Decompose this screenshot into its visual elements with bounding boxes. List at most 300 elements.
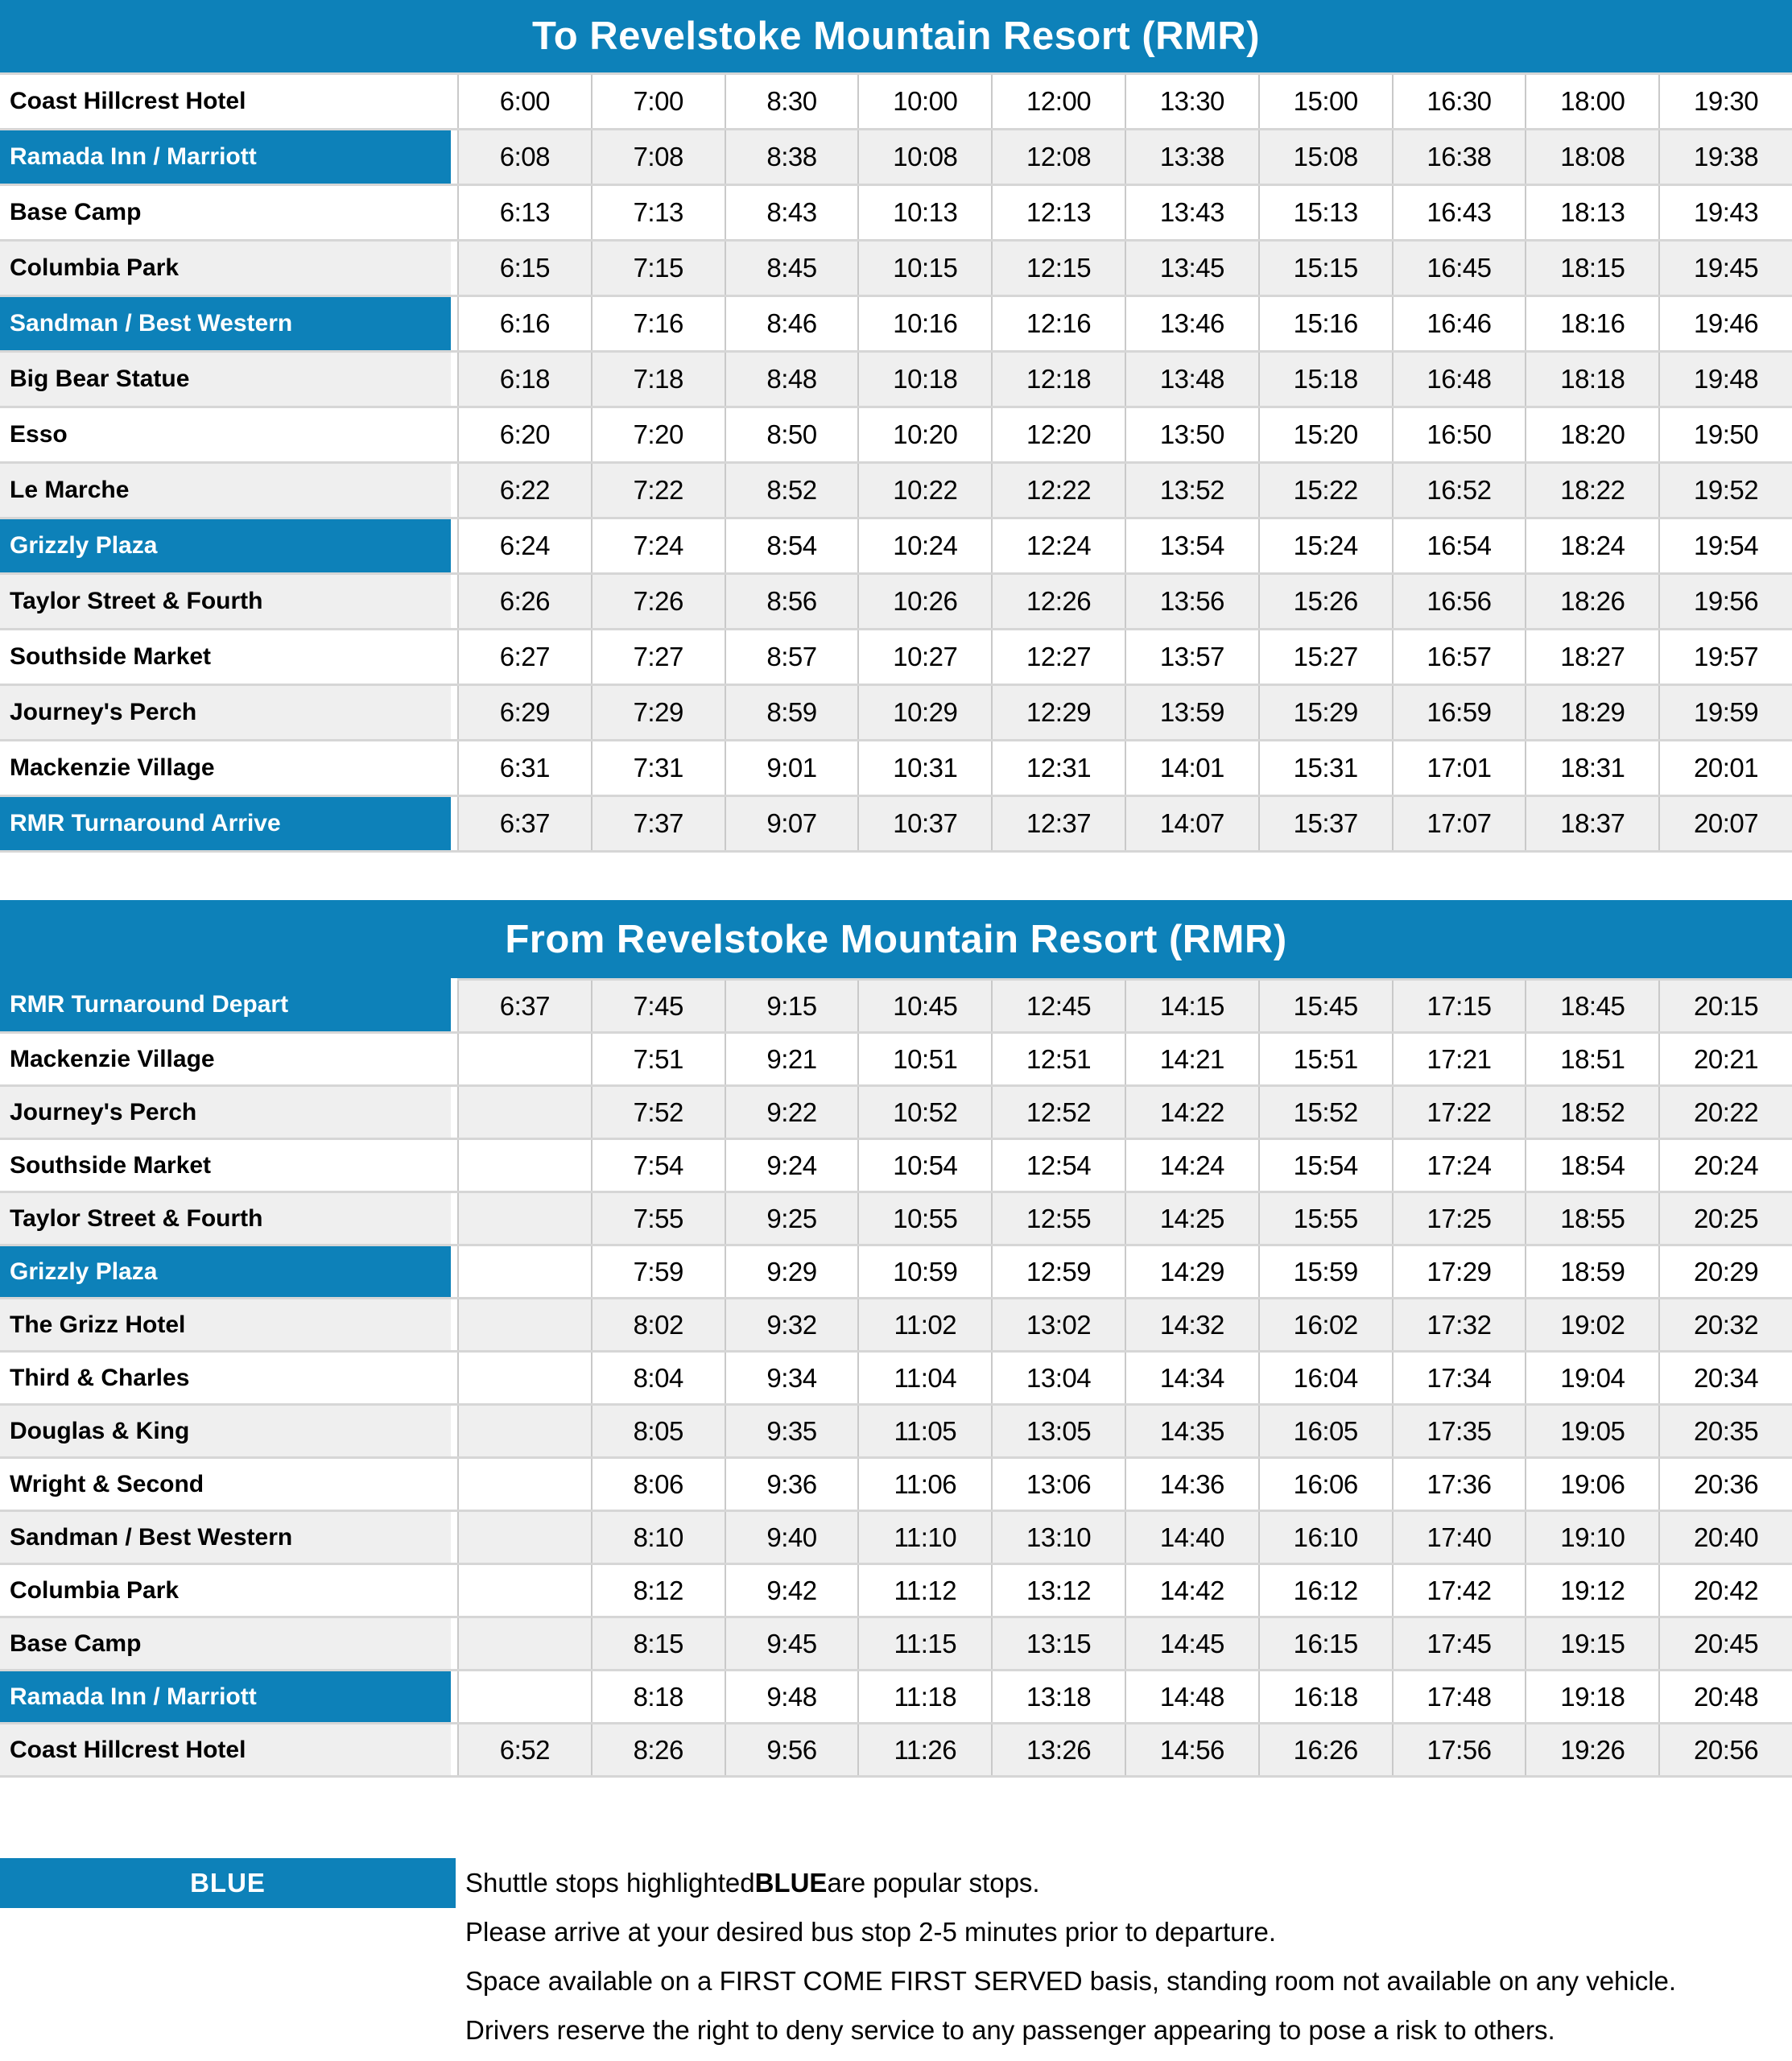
time-cell: 14:36	[1125, 1459, 1258, 1510]
stop-name: Southside Market	[0, 630, 451, 684]
timetable-row	[0, 1510, 1792, 1563]
time-cell: 18:16	[1525, 297, 1658, 350]
time-cell: 20:29	[1658, 1246, 1792, 1297]
time-cell: 8:18	[591, 1671, 725, 1722]
time-cell: 8:48	[725, 353, 858, 406]
stop-name: Mackenzie Village	[0, 741, 451, 795]
stop-times	[457, 1512, 1792, 1563]
time-cell: 18:27	[1525, 630, 1658, 684]
time-cell: 17:35	[1392, 1406, 1526, 1456]
time-cell: 20:48	[1658, 1671, 1792, 1722]
time-cell: 8:26	[591, 1724, 725, 1775]
time-cell: 6:16	[457, 297, 591, 350]
time-cell: 18:22	[1525, 464, 1658, 517]
time-cell: 19:10	[1525, 1512, 1658, 1563]
timetable-row	[0, 1244, 1792, 1297]
time-cell: 15:45	[1258, 981, 1392, 1031]
time-cell	[457, 1565, 591, 1616]
time-cell: 16:10	[1258, 1512, 1392, 1563]
time-cell: 8:05	[591, 1406, 725, 1456]
time-cell: 13:02	[991, 1299, 1125, 1350]
legend-text: Please arrive at your desired bus stop 2-5 minutes prior to departure.	[465, 1916, 1277, 1947]
time-cell	[457, 1512, 591, 1563]
time-cell: 12:20	[991, 408, 1125, 461]
timetable-row	[0, 684, 1792, 739]
timetable-row	[0, 1669, 1792, 1722]
timetable-row	[0, 239, 1792, 295]
legend-text: Drivers reserve the right to deny service to any passenger appearing to pose a risk to others.	[465, 2014, 1555, 2045]
stop-name: Ramada Inn / Marriott	[0, 130, 451, 184]
time-cell: 20:25	[1658, 1193, 1792, 1244]
time-cell: 17:22	[1392, 1087, 1526, 1138]
time-cell: 6:37	[457, 797, 591, 850]
timetable-row	[0, 1191, 1792, 1244]
time-cell: 14:35	[1125, 1406, 1258, 1456]
time-cell: 7:20	[591, 408, 725, 461]
time-cell: 14:25	[1125, 1193, 1258, 1244]
time-cell: 10:18	[857, 353, 991, 406]
time-cell: 16:46	[1392, 297, 1526, 350]
time-cell: 18:00	[1525, 75, 1658, 128]
time-cell: 8:30	[725, 75, 858, 128]
time-cell: 18:13	[1525, 186, 1658, 239]
time-cell: 10:16	[857, 297, 991, 350]
time-cell	[457, 1671, 591, 1722]
time-cell: 10:52	[857, 1087, 991, 1138]
time-cell: 13:56	[1125, 575, 1258, 628]
time-cell: 8:10	[591, 1512, 725, 1563]
stop-times	[457, 978, 1792, 1031]
time-cell: 17:45	[1392, 1618, 1526, 1669]
time-cell: 17:07	[1392, 797, 1526, 850]
time-cell: 7:08	[591, 130, 725, 184]
time-cell: 11:02	[857, 1299, 991, 1350]
time-cell: 19:50	[1658, 408, 1792, 461]
stop-times	[457, 464, 1792, 517]
time-cell: 8:57	[725, 630, 858, 684]
stop-times	[457, 1406, 1792, 1456]
stop-times	[457, 686, 1792, 739]
timetable-row	[0, 1084, 1792, 1138]
time-cell: 14:22	[1125, 1087, 1258, 1138]
time-cell: 6:20	[457, 408, 591, 461]
stop-name: The Grizz Hotel	[0, 1299, 451, 1350]
time-cell: 14:40	[1125, 1512, 1258, 1563]
time-cell: 11:26	[857, 1724, 991, 1775]
time-cell: 10:51	[857, 1034, 991, 1084]
time-cell: 8:43	[725, 186, 858, 239]
time-cell: 18:20	[1525, 408, 1658, 461]
time-cell: 9:40	[725, 1512, 858, 1563]
time-cell: 10:27	[857, 630, 991, 684]
time-cell: 20:15	[1658, 981, 1792, 1031]
time-cell: 8:15	[591, 1618, 725, 1669]
time-cell: 9:35	[725, 1406, 858, 1456]
time-cell: 10:54	[857, 1140, 991, 1191]
time-cell: 13:18	[991, 1671, 1125, 1722]
time-cell: 13:43	[1125, 186, 1258, 239]
time-cell: 12:00	[991, 75, 1125, 128]
stop-name: Grizzly Plaza	[0, 1246, 451, 1297]
time-cell: 15:29	[1258, 686, 1392, 739]
time-cell: 12:59	[991, 1246, 1125, 1297]
blue-highlight-badge: BLUE	[0, 1858, 456, 1908]
time-cell: 9:34	[725, 1353, 858, 1403]
time-cell: 10:55	[857, 1193, 991, 1244]
time-cell: 16:56	[1392, 575, 1526, 628]
time-cell: 8:38	[725, 130, 858, 184]
time-cell: 19:15	[1525, 1618, 1658, 1669]
time-cell: 11:15	[857, 1618, 991, 1669]
stop-name: Third & Charles	[0, 1353, 451, 1403]
time-cell: 12:15	[991, 242, 1125, 295]
time-cell: 8:54	[725, 519, 858, 572]
stop-name: Taylor Street & Fourth	[0, 575, 451, 628]
time-cell: 12:37	[991, 797, 1125, 850]
time-cell: 18:54	[1525, 1140, 1658, 1191]
stop-name: Journey's Perch	[0, 686, 451, 739]
time-cell: 13:52	[1125, 464, 1258, 517]
time-cell: 14:07	[1125, 797, 1258, 850]
time-cell: 9:32	[725, 1299, 858, 1350]
time-cell: 15:16	[1258, 297, 1392, 350]
time-cell: 8:50	[725, 408, 858, 461]
time-cell: 15:59	[1258, 1246, 1392, 1297]
time-cell: 15:20	[1258, 408, 1392, 461]
time-cell: 10:59	[857, 1246, 991, 1297]
legend-bold-text: BLUE	[754, 1867, 828, 1898]
time-cell: 18:18	[1525, 353, 1658, 406]
time-cell: 6:37	[457, 981, 591, 1031]
time-cell: 12:16	[991, 297, 1125, 350]
stop-times	[457, 297, 1792, 350]
legend-line	[465, 2005, 1792, 2055]
time-cell: 18:31	[1525, 741, 1658, 795]
time-cell: 8:59	[725, 686, 858, 739]
time-cell: 12:55	[991, 1193, 1125, 1244]
stop-name: Base Camp	[0, 1618, 451, 1669]
timetable-row	[0, 517, 1792, 572]
legend-text: Shuttle stops highlighted	[465, 1867, 755, 1898]
time-cell: 6:31	[457, 741, 591, 795]
time-cell: 6:00	[457, 75, 591, 128]
time-cell: 8:02	[591, 1299, 725, 1350]
time-cell: 19:26	[1525, 1724, 1658, 1775]
time-cell: 20:40	[1658, 1512, 1792, 1563]
time-cell: 8:56	[725, 575, 858, 628]
time-cell: 15:18	[1258, 353, 1392, 406]
timetable-row	[0, 1456, 1792, 1510]
time-cell: 13:48	[1125, 353, 1258, 406]
time-cell: 10:15	[857, 242, 991, 295]
time-cell: 14:32	[1125, 1299, 1258, 1350]
stop-name: Sandman / Best Western	[0, 297, 451, 350]
time-cell: 12:29	[991, 686, 1125, 739]
time-cell: 7:15	[591, 242, 725, 295]
time-cell: 19:12	[1525, 1565, 1658, 1616]
time-cell: 20:36	[1658, 1459, 1792, 1510]
stop-name: Douglas & King	[0, 1406, 451, 1456]
time-cell: 20:21	[1658, 1034, 1792, 1084]
time-cell: 13:06	[991, 1459, 1125, 1510]
time-cell: 6:08	[457, 130, 591, 184]
time-cell: 19:59	[1658, 686, 1792, 739]
time-cell: 19:52	[1658, 464, 1792, 517]
time-cell: 10:29	[857, 686, 991, 739]
stop-times	[457, 186, 1792, 239]
stop-name: Southside Market	[0, 1140, 451, 1191]
time-cell	[457, 1087, 591, 1138]
time-cell: 15:37	[1258, 797, 1392, 850]
time-cell: 17:42	[1392, 1565, 1526, 1616]
time-cell: 19:54	[1658, 519, 1792, 572]
time-cell: 8:04	[591, 1353, 725, 1403]
timetable-row	[0, 1350, 1792, 1403]
time-cell: 16:02	[1258, 1299, 1392, 1350]
time-cell: 9:45	[725, 1618, 858, 1669]
time-cell: 16:26	[1258, 1724, 1392, 1775]
stop-name: Ramada Inn / Marriott	[0, 1671, 451, 1722]
time-cell: 18:52	[1525, 1087, 1658, 1138]
from-rmr-timetable	[0, 900, 1792, 1778]
time-cell: 18:26	[1525, 575, 1658, 628]
timetable-row	[0, 572, 1792, 628]
time-cell: 16:52	[1392, 464, 1526, 517]
time-cell: 17:32	[1392, 1299, 1526, 1350]
time-cell: 7:29	[591, 686, 725, 739]
time-cell: 15:51	[1258, 1034, 1392, 1084]
time-cell: 12:13	[991, 186, 1125, 239]
stop-times	[457, 1724, 1792, 1775]
time-cell: 16:57	[1392, 630, 1526, 684]
stop-times	[457, 1087, 1792, 1138]
time-cell: 7:51	[591, 1034, 725, 1084]
timetable-rows	[0, 72, 1792, 853]
stop-times	[457, 630, 1792, 684]
stop-name: Columbia Park	[0, 1565, 451, 1616]
to-rmr-timetable	[0, 0, 1792, 853]
time-cell: 15:31	[1258, 741, 1392, 795]
stop-name: Big Bear Statue	[0, 353, 451, 406]
time-cell: 18:15	[1525, 242, 1658, 295]
time-cell: 13:59	[1125, 686, 1258, 739]
time-cell: 9:01	[725, 741, 858, 795]
time-cell: 9:56	[725, 1724, 858, 1775]
timetable-row	[0, 350, 1792, 406]
time-cell: 19:18	[1525, 1671, 1658, 1722]
time-cell: 13:10	[991, 1512, 1125, 1563]
time-cell: 18:45	[1525, 981, 1658, 1031]
time-cell: 17:40	[1392, 1512, 1526, 1563]
table-title: From Revelstoke Mountain Resort (RMR)	[0, 900, 1792, 978]
time-cell: 18:29	[1525, 686, 1658, 739]
time-cell: 7:37	[591, 797, 725, 850]
stop-times	[457, 1140, 1792, 1191]
time-cell: 7:54	[591, 1140, 725, 1191]
time-cell: 16:43	[1392, 186, 1526, 239]
time-cell: 19:04	[1525, 1353, 1658, 1403]
stop-times	[457, 1353, 1792, 1403]
stop-name: RMR Turnaround Depart	[0, 978, 451, 1031]
time-cell: 8:06	[591, 1459, 725, 1510]
timetable-rows	[0, 978, 1792, 1778]
timetable-row	[0, 1031, 1792, 1084]
time-cell: 11:05	[857, 1406, 991, 1456]
time-cell: 8:52	[725, 464, 858, 517]
time-cell: 11:06	[857, 1459, 991, 1510]
time-cell: 6:13	[457, 186, 591, 239]
time-cell: 9:24	[725, 1140, 858, 1191]
time-cell: 19:45	[1658, 242, 1792, 295]
timetable-row	[0, 1138, 1792, 1191]
time-cell: 18:37	[1525, 797, 1658, 850]
stop-name: Mackenzie Village	[0, 1034, 451, 1084]
time-cell: 9:22	[725, 1087, 858, 1138]
time-cell: 10:22	[857, 464, 991, 517]
time-cell: 16:15	[1258, 1618, 1392, 1669]
stop-name: Journey's Perch	[0, 1087, 451, 1138]
time-cell: 14:42	[1125, 1565, 1258, 1616]
time-cell: 15:26	[1258, 575, 1392, 628]
stop-times	[457, 1299, 1792, 1350]
stop-name: Coast Hillcrest Hotel	[0, 1724, 451, 1775]
legend-line	[465, 1956, 1792, 2005]
time-cell: 16:45	[1392, 242, 1526, 295]
time-cell: 20:07	[1658, 797, 1792, 850]
time-cell: 15:27	[1258, 630, 1392, 684]
time-cell: 17:48	[1392, 1671, 1526, 1722]
time-cell: 15:54	[1258, 1140, 1392, 1191]
stop-times	[457, 797, 1792, 850]
time-cell: 7:27	[591, 630, 725, 684]
time-cell: 6:29	[457, 686, 591, 739]
time-cell: 7:00	[591, 75, 725, 128]
time-cell	[457, 1140, 591, 1191]
time-cell: 12:27	[991, 630, 1125, 684]
time-cell: 14:01	[1125, 741, 1258, 795]
time-cell: 14:34	[1125, 1353, 1258, 1403]
stop-name: Esso	[0, 408, 451, 461]
timetable-row	[0, 461, 1792, 517]
time-cell: 9:25	[725, 1193, 858, 1244]
time-cell: 14:15	[1125, 981, 1258, 1031]
time-cell: 13:12	[991, 1565, 1125, 1616]
time-cell: 10:37	[857, 797, 991, 850]
time-cell: 16:48	[1392, 353, 1526, 406]
time-cell: 12:52	[991, 1087, 1125, 1138]
time-cell: 10:26	[857, 575, 991, 628]
time-cell: 9:21	[725, 1034, 858, 1084]
time-cell: 7:18	[591, 353, 725, 406]
timetable-row	[0, 1616, 1792, 1669]
time-cell: 9:36	[725, 1459, 858, 1510]
time-cell: 14:21	[1125, 1034, 1258, 1084]
time-cell: 6:52	[457, 1724, 591, 1775]
stop-name: Coast Hillcrest Hotel	[0, 75, 451, 128]
time-cell: 12:08	[991, 130, 1125, 184]
time-cell: 16:05	[1258, 1406, 1392, 1456]
time-cell	[457, 1618, 591, 1669]
time-cell: 12:26	[991, 575, 1125, 628]
stop-times	[457, 1034, 1792, 1084]
time-cell: 16:12	[1258, 1565, 1392, 1616]
timetable-row	[0, 72, 1792, 128]
time-cell: 10:13	[857, 186, 991, 239]
time-cell: 19:48	[1658, 353, 1792, 406]
time-cell: 20:24	[1658, 1140, 1792, 1191]
time-cell: 12:45	[991, 981, 1125, 1031]
timetable-row	[0, 1722, 1792, 1775]
time-cell: 17:01	[1392, 741, 1526, 795]
table-title: To Revelstoke Mountain Resort (RMR)	[0, 0, 1792, 72]
time-cell: 15:00	[1258, 75, 1392, 128]
timetable-row	[0, 628, 1792, 684]
time-cell: 8:46	[725, 297, 858, 350]
time-cell: 7:31	[591, 741, 725, 795]
time-cell: 7:59	[591, 1246, 725, 1297]
time-cell: 12:51	[991, 1034, 1125, 1084]
time-cell: 19:02	[1525, 1299, 1658, 1350]
time-cell: 7:55	[591, 1193, 725, 1244]
time-cell: 18:51	[1525, 1034, 1658, 1084]
time-cell: 7:45	[591, 981, 725, 1031]
legend-notes	[465, 1858, 1792, 2055]
time-cell: 16:50	[1392, 408, 1526, 461]
time-cell: 20:42	[1658, 1565, 1792, 1616]
time-cell: 14:56	[1125, 1724, 1258, 1775]
timetable-row	[0, 184, 1792, 239]
time-cell: 11:10	[857, 1512, 991, 1563]
time-cell: 10:31	[857, 741, 991, 795]
timetable-row	[0, 795, 1792, 850]
time-cell: 13:30	[1125, 75, 1258, 128]
time-cell: 14:45	[1125, 1618, 1258, 1669]
time-cell: 19:56	[1658, 575, 1792, 628]
stop-name: RMR Turnaround Arrive	[0, 797, 451, 850]
time-cell: 10:45	[857, 981, 991, 1031]
time-cell: 10:00	[857, 75, 991, 128]
time-cell: 13:54	[1125, 519, 1258, 572]
time-cell: 15:55	[1258, 1193, 1392, 1244]
time-cell: 6:15	[457, 242, 591, 295]
legend-line	[465, 1907, 1792, 1956]
time-cell: 19:46	[1658, 297, 1792, 350]
time-cell: 16:18	[1258, 1671, 1392, 1722]
legend-text: are popular stops.	[827, 1867, 1040, 1898]
time-cell: 19:05	[1525, 1406, 1658, 1456]
time-cell: 17:29	[1392, 1246, 1526, 1297]
time-cell: 6:26	[457, 575, 591, 628]
legend-text: Space available on a FIRST COME FIRST SERVED basis, standing room not available on any vehicle.	[465, 1965, 1677, 1996]
time-cell: 10:24	[857, 519, 991, 572]
time-cell: 11:04	[857, 1353, 991, 1403]
time-cell: 20:56	[1658, 1724, 1792, 1775]
time-cell: 14:48	[1125, 1671, 1258, 1722]
time-cell	[457, 1193, 591, 1244]
time-cell: 11:12	[857, 1565, 991, 1616]
time-cell: 12:22	[991, 464, 1125, 517]
time-cell: 13:05	[991, 1406, 1125, 1456]
stop-times	[457, 1565, 1792, 1616]
time-cell: 20:45	[1658, 1618, 1792, 1669]
time-cell	[457, 1406, 591, 1456]
time-cell: 14:29	[1125, 1246, 1258, 1297]
stop-times	[457, 741, 1792, 795]
time-cell	[457, 1353, 591, 1403]
time-cell: 15:13	[1258, 186, 1392, 239]
stop-name: Grizzly Plaza	[0, 519, 451, 572]
time-cell: 7:13	[591, 186, 725, 239]
